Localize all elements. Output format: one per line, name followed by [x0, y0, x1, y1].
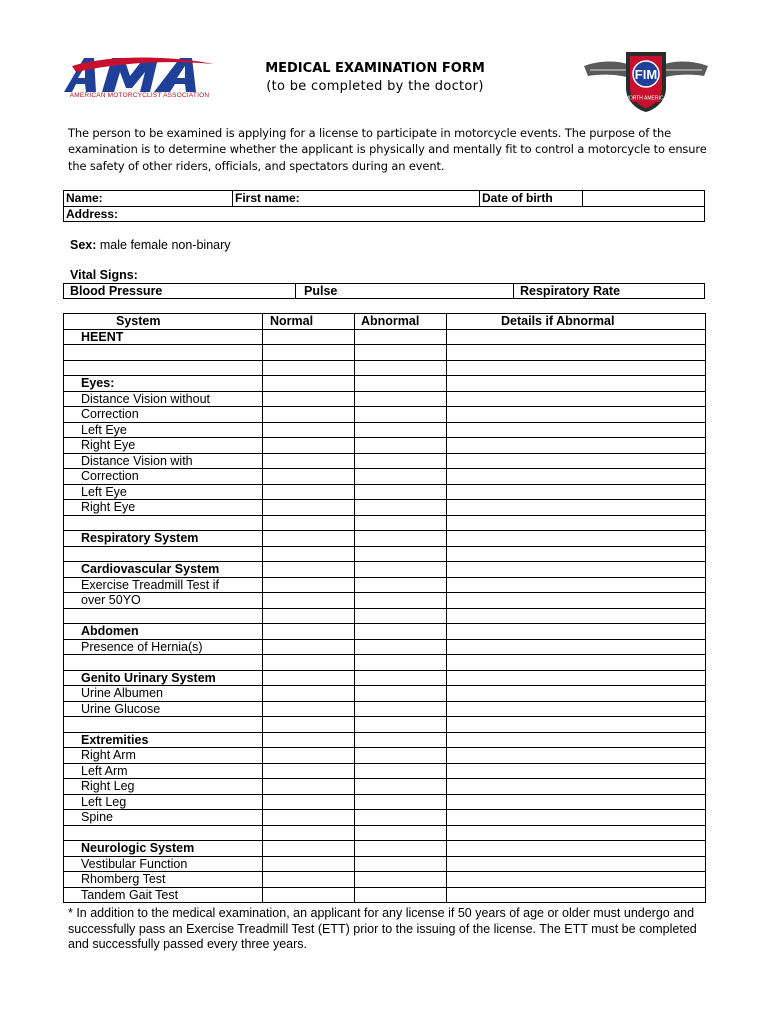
- details-cell[interactable]: [447, 593, 706, 609]
- normal-cell[interactable]: [263, 469, 355, 485]
- table-row: [64, 779, 706, 795]
- abnormal-cell[interactable]: [355, 732, 447, 748]
- table-row: [64, 701, 706, 717]
- system-cell: Vestibular Function: [64, 856, 263, 872]
- system-cell: Right Eye: [64, 500, 263, 516]
- table-row: [64, 841, 706, 857]
- details-cell[interactable]: [447, 872, 706, 888]
- identity-box: [63, 190, 705, 222]
- table-row: [64, 748, 706, 764]
- sex-label: Sex:: [70, 238, 97, 252]
- normal-cell[interactable]: [263, 872, 355, 888]
- system-cell: Left Leg: [64, 794, 263, 810]
- system-cell: Exercise Treadmill Test if: [64, 577, 263, 593]
- table-row: [64, 484, 706, 500]
- abnormal-cell[interactable]: [355, 391, 447, 407]
- normal-cell[interactable]: [263, 422, 355, 438]
- system-cell: Urine Glucose: [64, 701, 263, 717]
- details-cell[interactable]: [447, 639, 706, 655]
- abnormal-cell[interactable]: [355, 701, 447, 717]
- table-row: [64, 608, 706, 624]
- normal-cell[interactable]: [263, 407, 355, 423]
- sex-options[interactable]: male female non-binary: [99, 238, 231, 252]
- normal-cell[interactable]: [263, 453, 355, 469]
- normal-cell[interactable]: [263, 825, 355, 841]
- table-row: [64, 345, 706, 361]
- header-abnormal: Abnormal: [355, 314, 447, 330]
- system-cell: Presence of Hernia(s): [64, 639, 263, 655]
- blood-pressure-label: Blood Pressure: [70, 284, 163, 298]
- details-cell[interactable]: [447, 856, 706, 872]
- details-cell[interactable]: [447, 329, 706, 345]
- details-cell[interactable]: [447, 732, 706, 748]
- details-cell[interactable]: [447, 577, 706, 593]
- system-cell: Rhomberg Test: [64, 872, 263, 888]
- details-cell[interactable]: [447, 686, 706, 702]
- table-row: [64, 438, 706, 454]
- abnormal-cell[interactable]: [355, 670, 447, 686]
- abnormal-cell[interactable]: [355, 360, 447, 376]
- normal-cell[interactable]: [263, 329, 355, 345]
- details-cell[interactable]: [447, 717, 706, 733]
- blood-pressure-field[interactable]: [64, 284, 296, 298]
- system-cell: Right Leg: [64, 779, 263, 795]
- system-cell: Tandem Gait Test: [64, 887, 263, 903]
- table-row: [64, 546, 706, 562]
- details-cell[interactable]: [447, 794, 706, 810]
- footnote: * In addition to the medical examination, an applicant for any license if 50 years of age or older must undergo and successfully pass an Exercise Treadmill Test (ETT) prior to the issuing of the license. The ETT must be completed and successfully passed every three years.: [68, 906, 697, 951]
- normal-cell[interactable]: [263, 500, 355, 516]
- normal-cell[interactable]: [263, 593, 355, 609]
- details-cell[interactable]: [447, 810, 706, 826]
- table-row: [64, 469, 706, 485]
- abnormal-cell[interactable]: [355, 438, 447, 454]
- table-row: [64, 856, 706, 872]
- pulse-field[interactable]: [296, 284, 514, 298]
- normal-cell[interactable]: [263, 810, 355, 826]
- name-field[interactable]: [64, 191, 233, 207]
- details-cell[interactable]: [447, 407, 706, 423]
- details-cell[interactable]: [447, 500, 706, 516]
- normal-cell[interactable]: [263, 376, 355, 392]
- abnormal-cell[interactable]: [355, 345, 447, 361]
- abnormal-cell[interactable]: [355, 887, 447, 903]
- vital-signs-label: Vital Signs:: [70, 268, 138, 282]
- abnormal-cell[interactable]: [355, 825, 447, 841]
- normal-cell[interactable]: [263, 345, 355, 361]
- system-cell: HEENT: [64, 329, 263, 345]
- abnormal-cell[interactable]: [355, 608, 447, 624]
- system-cell: [64, 515, 263, 531]
- fim-logo-mark: [580, 44, 712, 114]
- details-cell[interactable]: [447, 779, 706, 795]
- details-cell[interactable]: [447, 562, 706, 578]
- table-row: [64, 562, 706, 578]
- abnormal-cell[interactable]: [355, 763, 447, 779]
- abnormal-cell[interactable]: [355, 779, 447, 795]
- first-name-label: First name:: [235, 191, 300, 205]
- intro-paragraph: The person to be examined is applying for a license to participate in motorcycle events. The purpose of the examination is to determine whether the applicant is physically and mentally fit to control a motorcycle to ensure the safety of other riders, officials, and spectators during an event.: [68, 126, 707, 173]
- abnormal-cell[interactable]: [355, 407, 447, 423]
- table-row: [64, 391, 706, 407]
- abnormal-cell[interactable]: [355, 329, 447, 345]
- normal-cell[interactable]: [263, 608, 355, 624]
- details-cell[interactable]: [447, 376, 706, 392]
- first-name-field[interactable]: [233, 191, 480, 207]
- dob-field[interactable]: [583, 191, 704, 207]
- normal-cell[interactable]: [263, 546, 355, 562]
- abnormal-cell[interactable]: [355, 577, 447, 593]
- table-row: [64, 825, 706, 841]
- sex-line: [70, 238, 231, 252]
- dob-label: Date of birth: [482, 191, 553, 205]
- system-cell: Neurologic System: [64, 841, 263, 857]
- details-cell[interactable]: [447, 453, 706, 469]
- header-details: Details if Abnormal: [447, 314, 706, 330]
- table-row: [64, 639, 706, 655]
- normal-cell[interactable]: [263, 701, 355, 717]
- header-normal: Normal: [263, 314, 355, 330]
- fim-logo: [580, 44, 712, 114]
- fim-logo-text: FIM: [634, 67, 658, 82]
- system-cell: Distance Vision without: [64, 391, 263, 407]
- details-cell[interactable]: [447, 484, 706, 500]
- details-cell[interactable]: [447, 670, 706, 686]
- normal-cell[interactable]: [263, 763, 355, 779]
- table-row: [64, 810, 706, 826]
- ama-logo-mark: [62, 54, 217, 94]
- normal-cell[interactable]: [263, 717, 355, 733]
- table-row: [64, 422, 706, 438]
- form-subtitle: (to be completed by the doctor): [266, 79, 484, 94]
- normal-cell[interactable]: [263, 360, 355, 376]
- abnormal-cell[interactable]: [355, 422, 447, 438]
- normal-cell[interactable]: [263, 856, 355, 872]
- abnormal-cell[interactable]: [355, 810, 447, 826]
- normal-cell[interactable]: [263, 562, 355, 578]
- details-cell[interactable]: [447, 887, 706, 903]
- table-row: [64, 515, 706, 531]
- details-cell[interactable]: [447, 825, 706, 841]
- respiratory-rate-field[interactable]: [514, 284, 704, 298]
- system-cell: Abdomen: [64, 624, 263, 640]
- normal-cell[interactable]: [263, 577, 355, 593]
- abnormal-cell[interactable]: [355, 624, 447, 640]
- details-cell[interactable]: [447, 624, 706, 640]
- table-row: [64, 670, 706, 686]
- normal-cell[interactable]: [263, 887, 355, 903]
- details-cell[interactable]: [447, 763, 706, 779]
- table-row: [64, 531, 706, 547]
- system-cell: Eyes:: [64, 376, 263, 392]
- normal-cell[interactable]: [263, 438, 355, 454]
- normal-cell[interactable]: [263, 391, 355, 407]
- normal-cell[interactable]: [263, 841, 355, 857]
- system-cell: Correction: [64, 469, 263, 485]
- normal-cell[interactable]: [263, 670, 355, 686]
- identity-row: [64, 191, 704, 207]
- system-cell: Genito Urinary System: [64, 670, 263, 686]
- system-cell: [64, 546, 263, 562]
- table-row: [64, 500, 706, 516]
- table-row: [64, 453, 706, 469]
- system-cell: Distance Vision with: [64, 453, 263, 469]
- system-cell: Left Eye: [64, 422, 263, 438]
- system-cell: Cardiovascular System: [64, 562, 263, 578]
- system-cell: Left Arm: [64, 763, 263, 779]
- table-row: [64, 794, 706, 810]
- abnormal-cell[interactable]: [355, 515, 447, 531]
- abnormal-cell[interactable]: [355, 546, 447, 562]
- table-row: [64, 887, 706, 903]
- normal-cell[interactable]: [263, 732, 355, 748]
- details-cell[interactable]: [447, 515, 706, 531]
- system-cell: [64, 825, 263, 841]
- table-row: [64, 686, 706, 702]
- abnormal-cell[interactable]: [355, 841, 447, 857]
- table-row: [64, 655, 706, 671]
- normal-cell[interactable]: [263, 639, 355, 655]
- system-cell: Extremities: [64, 732, 263, 748]
- exam-table-body: [64, 329, 706, 903]
- system-cell: [64, 655, 263, 671]
- details-cell[interactable]: [447, 655, 706, 671]
- abnormal-cell[interactable]: [355, 794, 447, 810]
- abnormal-cell[interactable]: [355, 469, 447, 485]
- system-cell: Right Eye: [64, 438, 263, 454]
- details-cell[interactable]: [447, 748, 706, 764]
- system-cell: Urine Albumen: [64, 686, 263, 702]
- normal-cell[interactable]: [263, 686, 355, 702]
- abnormal-cell[interactable]: [355, 484, 447, 500]
- abnormal-cell[interactable]: [355, 655, 447, 671]
- address-label: Address:: [66, 207, 119, 221]
- abnormal-cell[interactable]: [355, 531, 447, 547]
- abnormal-cell[interactable]: [355, 453, 447, 469]
- details-cell[interactable]: [447, 531, 706, 547]
- details-cell[interactable]: [447, 345, 706, 361]
- normal-cell[interactable]: [263, 794, 355, 810]
- abnormal-cell[interactable]: [355, 872, 447, 888]
- exam-table: [63, 313, 706, 903]
- table-row: [64, 407, 706, 423]
- abnormal-cell[interactable]: [355, 686, 447, 702]
- normal-cell[interactable]: [263, 531, 355, 547]
- details-cell[interactable]: [447, 438, 706, 454]
- abnormal-cell[interactable]: [355, 717, 447, 733]
- system-cell: Correction: [64, 407, 263, 423]
- system-cell: over 50YO: [64, 593, 263, 609]
- table-row: [64, 593, 706, 609]
- abnormal-cell[interactable]: [355, 748, 447, 764]
- abnormal-cell[interactable]: [355, 376, 447, 392]
- abnormal-cell[interactable]: [355, 593, 447, 609]
- ama-logo: [62, 54, 217, 104]
- details-cell[interactable]: [447, 469, 706, 485]
- normal-cell[interactable]: [263, 748, 355, 764]
- normal-cell[interactable]: [263, 655, 355, 671]
- system-cell: Respiratory System: [64, 531, 263, 547]
- normal-cell[interactable]: [263, 484, 355, 500]
- abnormal-cell[interactable]: [355, 639, 447, 655]
- exam-table-header: [64, 314, 706, 330]
- table-row: [64, 360, 706, 376]
- details-cell[interactable]: [447, 391, 706, 407]
- table-row: [64, 329, 706, 345]
- details-cell[interactable]: [447, 422, 706, 438]
- system-cell: [64, 360, 263, 376]
- normal-cell[interactable]: [263, 779, 355, 795]
- table-row: [64, 376, 706, 392]
- system-cell: [64, 608, 263, 624]
- abnormal-cell[interactable]: [355, 500, 447, 516]
- abnormal-cell[interactable]: [355, 856, 447, 872]
- details-cell[interactable]: [447, 546, 706, 562]
- table-row: [64, 717, 706, 733]
- table-row: [64, 624, 706, 640]
- dob-label-cell: [480, 191, 583, 207]
- respiratory-rate-label: Respiratory Rate: [520, 284, 621, 298]
- system-cell: Right Arm: [64, 748, 263, 764]
- details-cell[interactable]: [447, 701, 706, 717]
- system-cell: [64, 717, 263, 733]
- name-label: Name:: [66, 191, 103, 205]
- table-row: [64, 872, 706, 888]
- abnormal-cell[interactable]: [355, 562, 447, 578]
- table-row: [64, 577, 706, 593]
- fim-logo-subtext: NORTH AMERICA: [625, 95, 667, 102]
- details-cell[interactable]: [447, 608, 706, 624]
- pulse-label: Pulse: [304, 284, 338, 298]
- system-cell: Left Eye: [64, 484, 263, 500]
- system-cell: Spine: [64, 810, 263, 826]
- form-title: MEDICAL EXAMINATION FORM: [265, 61, 485, 76]
- header-system: System: [64, 314, 263, 330]
- details-cell[interactable]: [447, 360, 706, 376]
- details-cell[interactable]: [447, 841, 706, 857]
- vital-signs-box: [63, 283, 705, 299]
- table-row: [64, 763, 706, 779]
- normal-cell[interactable]: [263, 515, 355, 531]
- normal-cell[interactable]: [263, 624, 355, 640]
- system-cell: [64, 345, 263, 361]
- address-field[interactable]: [64, 207, 118, 222]
- ama-logo-subtext: AMERICAN MOTORCYCLIST ASSOCIATION: [69, 92, 210, 99]
- table-row: [64, 732, 706, 748]
